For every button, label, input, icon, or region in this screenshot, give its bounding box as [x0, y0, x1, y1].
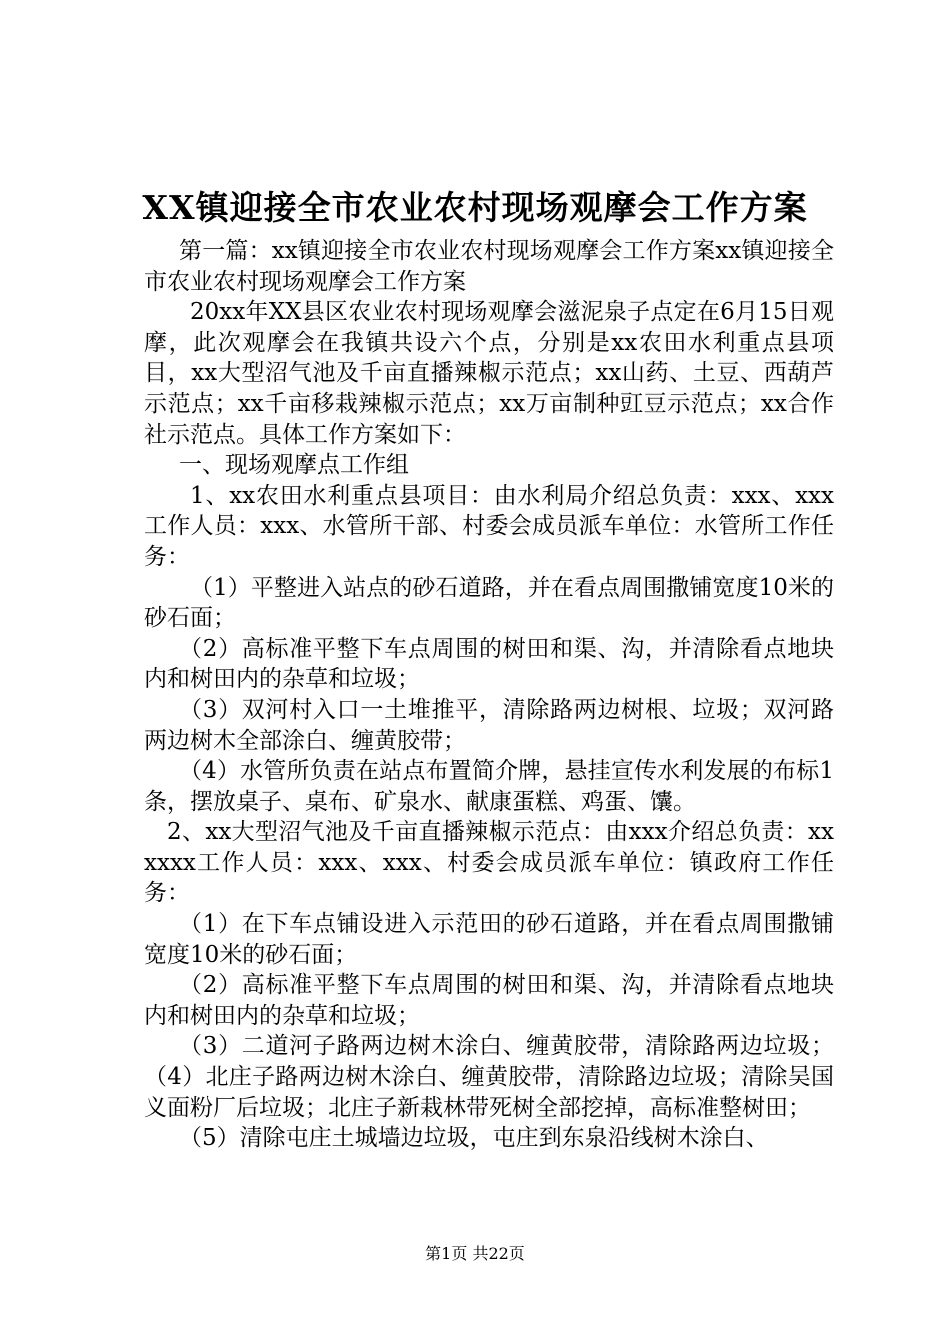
section-heading: 一、现场观摩点工作组	[179, 452, 409, 479]
paragraph-task-2-2: （2）高标准平整下车点周围的树田和渠、沟，并清除看点地块内和树田内的杂草和垃圾；	[144, 972, 834, 1029]
paragraph-task-1-2: （2）高标准平整下车点周围的树田和渠、沟，并清除看点地块内和树田内的杂草和垃圾；	[144, 635, 834, 693]
paragraph-task-2-3: （3）二道河子路两边树木涂白、缠黄胶带，清除路两边垃圾；（4）北庄子路两边树木涂白、缠黄胶带，清除路边垃圾；清除吴国义面粉厂后垃圾；北庄子新栽林带死树全部挖掉，高标准整树田；	[144, 1033, 834, 1121]
paragraph-task-1-3: （3）双河村入口一土堆推平，清除路两边树根、垃圾；双河路两边树木全部涂白、缠黄胶带；	[144, 696, 834, 754]
paragraph-1: 第一篇：xx镇迎接全市农业农村现场观摩会工作方案xx镇迎接全市农业农村现场观摩会工作方案	[144, 238, 834, 295]
paragraph-task-2-1: （1）在下车点铺设进入示范田的砂石道路，并在看点周围撒铺宽度10米的砂石面；	[144, 911, 834, 968]
document-title: XX镇迎接全市农业农村现场观摩会工作方案	[142, 188, 808, 227]
paragraph-item-1: 1、xx农田水利重点县项目：由水利局介绍总负责：xxx、xxx工作人员：xxx、水管所干部、村委会成员派车单位：水管所工作任务：	[144, 482, 834, 570]
paragraph-task-2-5: （5）清除屯庄土城墙边垃圾，屯庄到东泉沿线树木涂白、	[179, 1125, 769, 1152]
paragraph-task-1-4: （4）水管所负责在站点布置简介牌，悬挂宣传水利发展的布标1条，摆放桌子、桌布、矿泉水、献康蛋糕、鸡蛋、馕。	[144, 758, 834, 815]
document-body	[144, 236, 834, 1154]
paragraph-2: 20xx年XX县区农业农村现场观摩会滋泥泉子点定在6月15日观摩，此次观摩会在我镇共设六个点，分别是xx农田水利重点县项目，xx大型沼气池及千亩直播辣椒示范点；xx山药、土豆、西葫芦示范点；xx千亩移栽辣椒示范点；xx万亩制种豇豆示范点；xx合作社示范点。具体工作方案如下：	[144, 299, 834, 448]
paragraph-item-2: 2、xx大型沼气池及千亩直播辣椒示范点：由xxx介绍总负责：xxxxxx工作人员：xxx、xxx、村委会成员派车单位：镇政府工作任务：	[144, 819, 834, 907]
page-footer: 第1页 共22页	[425, 1244, 525, 1263]
paragraph-task-1-1: （1）平整进入站点的砂石道路，并在看点周围撒铺宽度10米的砂石面；	[144, 574, 834, 632]
